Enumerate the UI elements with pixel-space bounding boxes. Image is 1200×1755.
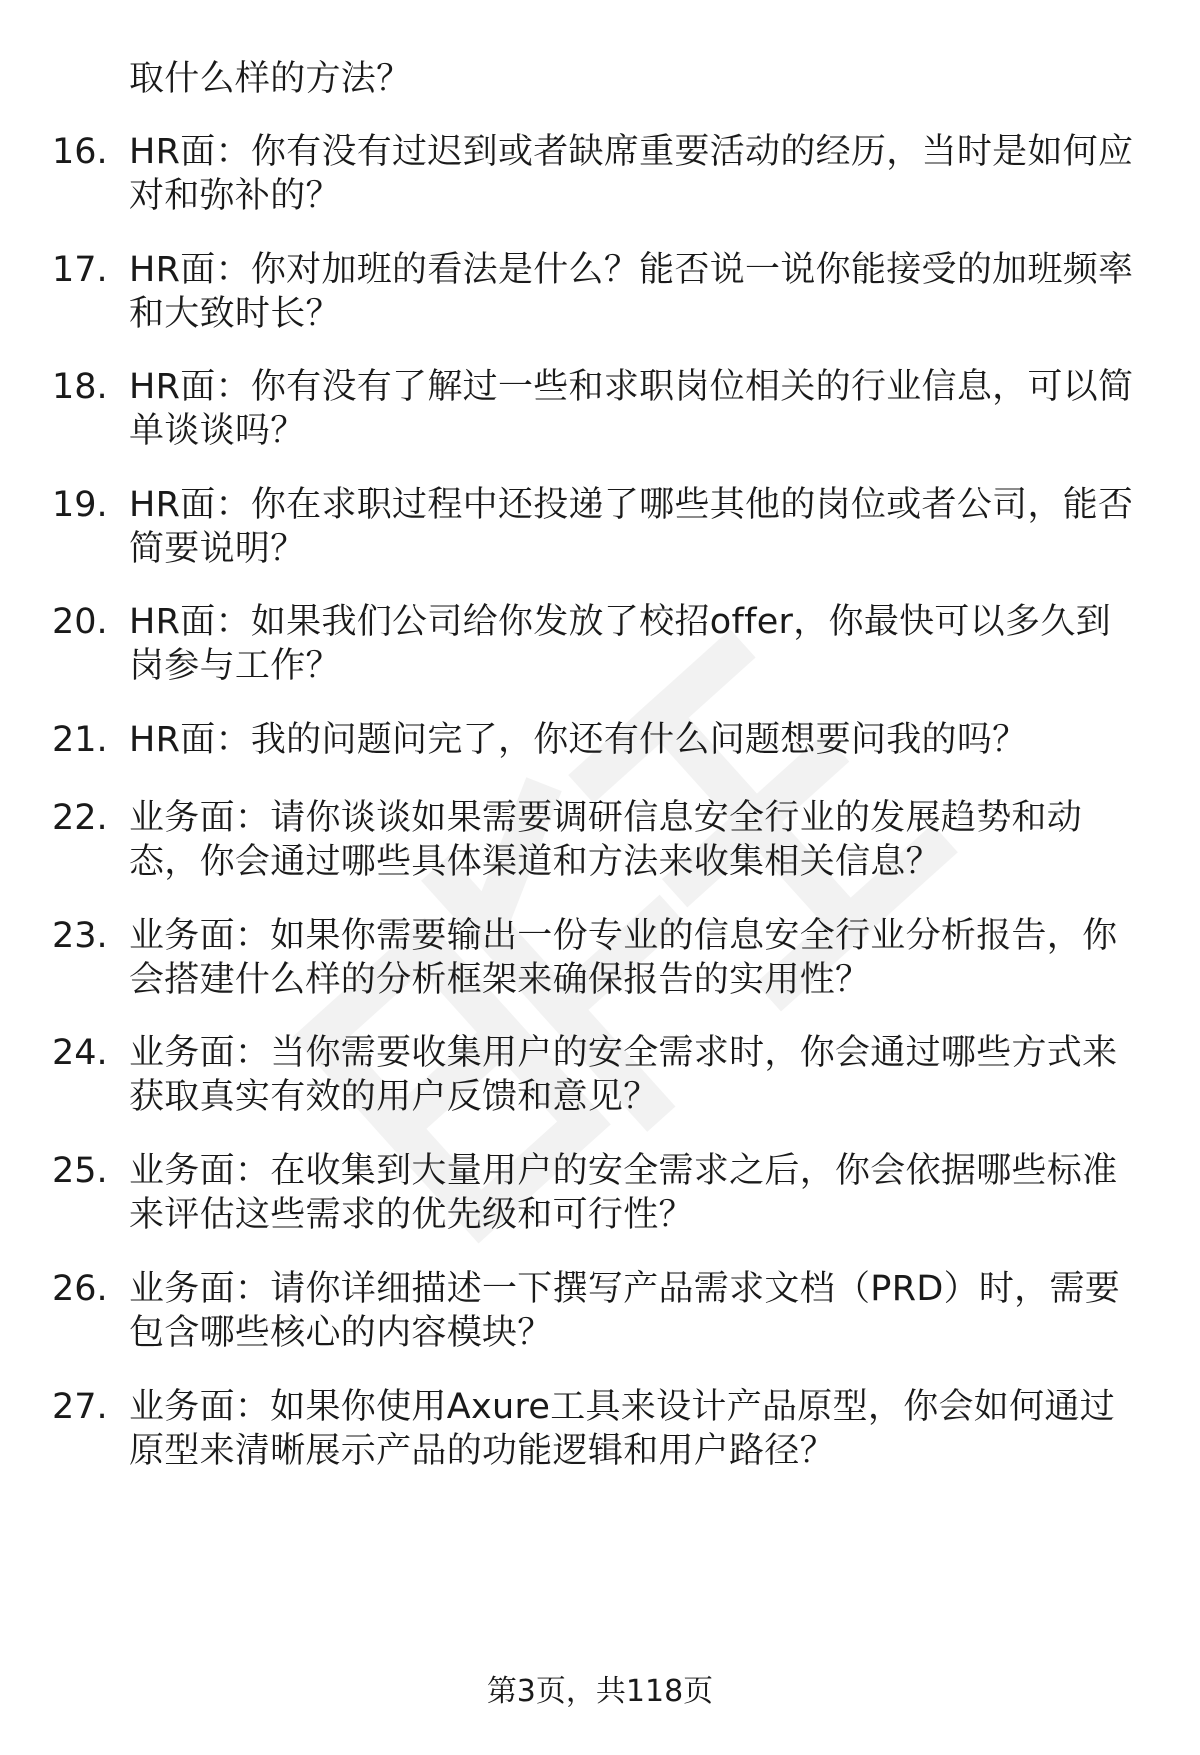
- question-16-line-1: HR面：你有没有过迟到或者缺席重要活动的经历，当时是如何应: [129, 132, 1134, 172]
- question-23-line-1: 业务面：如果你需要输出一份专业的信息安全行业分析报告，你: [129, 916, 1118, 956]
- question-16-number: 16.: [52, 132, 108, 172]
- question-27-line-2: 原型来清晰展示产品的功能逻辑和用户路径？: [129, 1431, 836, 1471]
- question-19-line-1: HR面：你在求职过程中还投递了哪些其他的岗位或者公司，能否: [129, 485, 1134, 525]
- question-17-line-1: HR面：你对加班的看法是什么？能否说一说你能接受的加班频率: [129, 250, 1134, 290]
- question-22-number: 22.: [52, 798, 108, 838]
- question-19-number: 19.: [52, 485, 108, 525]
- question-19-line-2: 简要说明？: [129, 529, 306, 569]
- question-23-number: 23.: [52, 916, 108, 956]
- question-25-line-2: 来评估这些需求的优先级和可行性？: [129, 1195, 694, 1235]
- question-18-number: 18.: [52, 367, 108, 407]
- question-20-number: 20.: [52, 602, 108, 642]
- question-22-line-1: 业务面：请你谈谈如果需要调研信息安全行业的发展趋势和动: [129, 798, 1083, 838]
- question-24-line-1: 业务面：当你需要收集用户的安全需求时，你会通过哪些方式来: [129, 1033, 1118, 1073]
- page-number-footer: 第3页，共118页: [486, 1674, 714, 1709]
- question-22-line-2: 态，你会通过哪些具体渠道和方法来收集相关信息？: [129, 842, 941, 882]
- question-24-number: 24.: [52, 1033, 108, 1073]
- question-25-number: 25.: [52, 1151, 108, 1191]
- question-27-line-1: 业务面：如果你使用Axure工具来设计产品原型，你会如何通过: [129, 1387, 1115, 1427]
- carryover-line: 取什么样的方法？: [129, 59, 412, 99]
- question-26-line-2: 包含哪些核心的内容模块？: [129, 1313, 553, 1353]
- question-20-line-2: 岗参与工作？: [129, 646, 341, 686]
- question-16-line-2: 对和弥补的？: [129, 176, 341, 216]
- question-26-number: 26.: [52, 1269, 108, 1309]
- question-21-number: 21.: [52, 720, 108, 760]
- question-21-line-1: HR面：我的问题问完了，你还有什么问题想要问我的吗？: [129, 720, 1028, 760]
- question-18-line-2: 单谈谈吗？: [129, 411, 306, 451]
- question-17-number: 17.: [52, 250, 108, 290]
- question-20-line-1: HR面：如果我们公司给你发放了校招offer，你最快可以多久到: [129, 602, 1111, 642]
- question-24-line-2: 获取真实有效的用户反馈和意见？: [129, 1077, 659, 1117]
- question-27-number: 27.: [52, 1387, 108, 1427]
- question-25-line-1: 业务面：在收集到大量用户的安全需求之后，你会依据哪些标准: [129, 1151, 1118, 1191]
- question-23-line-2: 会搭建什么样的分析框架来确保报告的实用性？: [129, 960, 871, 1000]
- question-18-line-1: HR面：你有没有了解过一些和求职岗位相关的行业信息，可以简: [129, 367, 1134, 407]
- question-17-line-2: 和大致时长？: [129, 294, 341, 334]
- question-26-line-1: 业务面：请你详细描述一下撰写产品需求文档（PRD）时，需要: [129, 1269, 1121, 1309]
